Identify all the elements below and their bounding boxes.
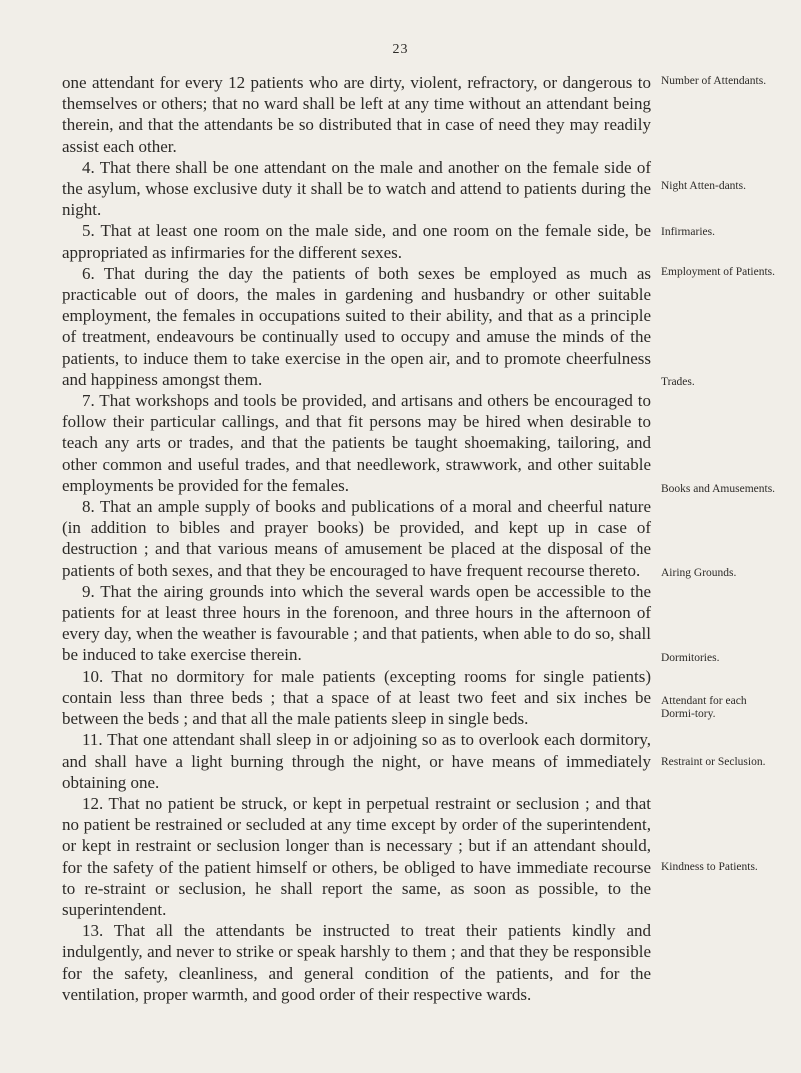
margin-note-attendants: Number of Attendants.: [661, 75, 767, 87]
body-text: [62, 72, 651, 1005]
margin-note-kindness: Kindness to Patients.: [661, 861, 758, 873]
margin-note-employment: Employment of Patients.: [661, 266, 776, 278]
margin-note-night-attendants: Night Atten-dants.: [661, 180, 746, 192]
paragraph-continued: one attendant for every 12 patients who are dirty, violent, refractory, or dangerous to themselves or others; that no ward shall be left at any time without an attendant being therein, and that the attendants be so distributed that in case of need they may readily assist each other.: [62, 73, 651, 156]
paragraph-5: 5. That at least one room on the male side, and one room on the female side, be appropriated as infirmaries for the different sexes.: [62, 221, 651, 262]
paragraph-12: 12. That no patient be struck, or kept in perpetual restraint or seclusion ; and that no patient be restrained or secluded at any time except by order of the superintendent, or kept in restraint or seclusion longer than is necessary ; but if an attendant should, for the safety of the patient himself or others, be obliged to have immediate recourse to re-straint or seclusion, he shall report the same, as soon as possible, to the superintendent.: [62, 793, 651, 919]
margin-note-dormitory-attendant: Attendant for each Dormi-tory.: [661, 695, 747, 720]
paragraph-9: 9. That the airing grounds into which the several wards open be accessible to the patients for at least three hours in the forenoon, and three hours in the afternoon of every day, when the weather is favourable ; and that patients, when able to do so, shall be induced to take exercise therein.: [62, 581, 651, 665]
paragraph-6: 6. That during the day the patients of both sexes be employed as much as practicable out of doors, the males in gardening and husbandry or other suitable employment, the females in occupations suited to their ability, and that as a principle of treatment, endeavours be continually used to occupy and amuse the minds of the patients, to induce them to take exercise in the open air, and to promote cheerfulness and happiness amongst them.: [62, 263, 651, 389]
paragraph-11: 11. That one attendant shall sleep in or adjoining so as to overlook each dormitory, and shall have a light burning through the night, or have means of immediately obtaining one.: [62, 730, 651, 792]
margin-note-dormitories: Dormitories.: [661, 652, 720, 664]
margin-note-trades: Trades.: [661, 376, 695, 388]
page-number: 23: [392, 42, 409, 57]
margin-note-infirmaries: Infirmaries.: [661, 226, 715, 238]
paragraph-4: 4. That there shall be one attendant on the male and another on the female side of the asylum, whose exclusive duty it shall be to watch and attend to patients during the night.: [62, 157, 651, 220]
paragraph-7: 7. That workshops and tools be provided, and artisans and others be encouraged to follow their particular callings, and that fit persons may be hired when desirable to teach any arts or trades, and that the patients be taught shoemaking, tailoring, and other common and useful trades, and that needlework, strawwork, and other suitable employments be provided for the females.: [62, 391, 651, 495]
margin-note-airing: Airing Grounds.: [661, 567, 737, 579]
paragraph-10: 10. That no dormitory for male patients (excepting rooms for single patients) contain less than three beds ; that a space of at least two feet and six inches be between the beds ; and that all the male patients sleep in single beds.: [62, 666, 651, 729]
margin-note-books: Books and Amusements.: [661, 483, 776, 495]
paragraph-8: 8. That an ample supply of books and publications of a moral and cheerful nature (in addition to bibles and prayer books) be provided, and kept up in case of destruction ; and that various means of amusement be placed at the disposal of the patients of both sexes, and that they be encouraged to have frequent recourse thereto.: [62, 497, 651, 580]
margin-note-restraint: Restraint or Seclusion.: [661, 756, 766, 768]
paragraph-13: 13. That all the attendants be instructed to treat their patients kindly and indulgently, and never to strike or speak harshly to them ; and that they be responsible for the safety, cleanliness, and general condition of the patients, and for the ventilation, proper warmth, and good order of their respective wards.: [62, 921, 651, 1004]
